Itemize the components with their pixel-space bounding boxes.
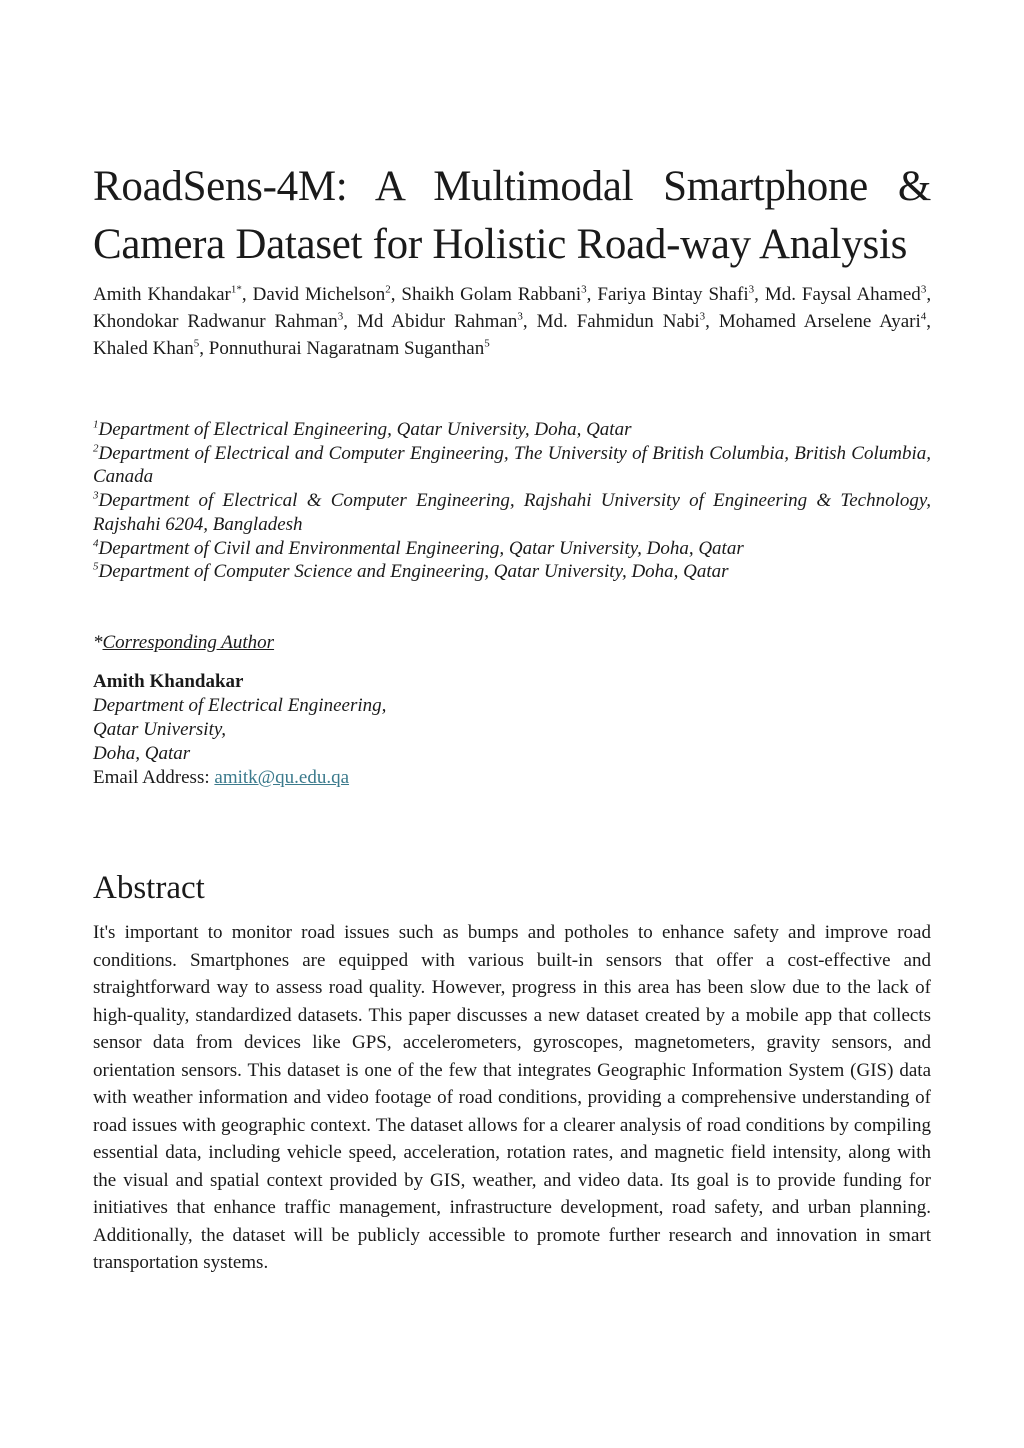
author-separator: , (926, 284, 932, 305)
affiliation-list (93, 418, 931, 584)
author-name: Md Abidur Rahman (357, 311, 518, 332)
affiliation-item (93, 418, 931, 442)
email-label: Email Address: (93, 767, 215, 788)
email-line (93, 766, 931, 790)
affiliation-item (93, 537, 931, 561)
affiliation-text: Department of Civil and Environmental Engineering, Qatar University, Doha, Qatar (98, 537, 744, 559)
author-separator: , (926, 311, 931, 332)
author-separator: , (754, 284, 765, 305)
title-line-2: Camera Dataset for Holistic Road-way Analysis (93, 221, 908, 268)
author-name: David Michelson (252, 284, 386, 305)
author-name: Khaled Khan (93, 338, 194, 359)
author-sup: 3 (337, 310, 344, 323)
email-link[interactable]: amitk@qu.edu.qa (214, 767, 350, 788)
author-name: Md. Faysal Ahamed (764, 284, 921, 305)
affiliation-text: Department of Electrical Engineering, Qatar University, Doha, Qatar (98, 419, 632, 440)
paper-title (93, 158, 931, 274)
author-sup: 3 (920, 283, 927, 296)
affiliation-text: Department of Computer Science and Engineering, Qatar University, Doha, Qatar (98, 561, 729, 583)
corresponding-label-text: Corresponding Author (102, 632, 275, 653)
author-name: Amith Khandakar (93, 284, 231, 305)
author-name: Md. Fahmidun Nabi (536, 311, 700, 332)
author-separator: , (522, 311, 537, 332)
author-name: Ponnuthurai Nagaratnam Suganthan (208, 338, 485, 359)
corresponding-city: Doha, Qatar (93, 743, 191, 764)
author-name: Khondokar Radwanur Rahman (93, 311, 338, 332)
affiliation-sup: 1 (93, 418, 99, 431)
author-name: Shaikh Golam Rabbani (401, 284, 582, 305)
affiliation-sup: 3 (93, 489, 99, 502)
author-sup: 2 (385, 283, 391, 296)
author-name: Mohamed Arselene Ayari (718, 311, 921, 332)
author-sup: 4 (920, 310, 927, 323)
corresponding-dept: Department of Electrical Engineering, (93, 695, 387, 716)
abstract-text: It's important to monitor road issues such as bumps and potholes to enhance safety and improve road conditions. Smartphones are equipped with various built-in sensors that offer a cost-effective and straightforward way to assess road quality. However, progress in this area has been slow due to the lack of high-quality, standardized datasets. This paper discusses a new dataset created by a mobile app that collects sensor data from devices like GPS, accelerometers, gyroscopes, magnetometers, gravity sensors, and orientation sensors. This dataset is one of the few that integrates Geographic Information System (GIS) data with weather information and video footage of road conditions, providing a comprehensive understanding of road issues with geographic context. The dataset allows for a clearer analysis of road conditions by compiling essential data, including vehicle speed, acceleration, rotation rates, and magnetic field intensity, along with the visual and spatial context provided by GIS, weather, and video data. Its goal is to provide funding for initiatives that enhance traffic management, infrastructure development, road safety, and urban planning. Additionally, the dataset will be publicly accessible to promote further research and innovation in smart transportation systems. (93, 922, 931, 1273)
affiliation-item (93, 489, 931, 536)
author-sup: 3 (699, 310, 706, 323)
author-sup: 3 (581, 283, 587, 296)
author-separator: , (241, 284, 253, 305)
corresponding-name: Amith Khandakar (93, 671, 244, 692)
affiliation-item (93, 560, 931, 584)
affiliation-sup: 4 (93, 537, 99, 550)
affiliation-sup: 5 (93, 560, 99, 573)
author-list (93, 281, 931, 362)
corresponding-univ: Qatar University, (93, 719, 226, 740)
affiliation-text: Department of Electrical and Computer Engineering, The University of British Columbia, British Columbia, Canada (93, 442, 931, 488)
title-line-1: RoadSens-4M: A Multimodal Smartphone & (93, 163, 931, 210)
author-separator: , (705, 311, 719, 332)
author-sup: 5 (484, 337, 490, 350)
author-separator: , (199, 338, 209, 359)
affiliation-item (93, 442, 931, 489)
author-sup: 5 (193, 337, 200, 350)
abstract-heading: Abstract (93, 870, 205, 906)
author-sup: 3 (517, 310, 523, 323)
author-separator: , (343, 311, 357, 332)
author-name: Fariya Bintay Shafi (597, 284, 749, 305)
author-separator: , (586, 284, 598, 305)
corresponding-marker: * (93, 632, 103, 653)
author-sup: 3 (748, 283, 755, 296)
affiliation-text: Department of Electrical & Computer Engineering, Rajshahi University of Engineering & Technology, Rajshahi 6204, Bangladesh (93, 490, 931, 535)
corresponding-author-block (93, 670, 931, 790)
author-separator: , (390, 284, 402, 305)
affiliation-sup: 2 (93, 442, 99, 455)
author-sup: 1* (230, 283, 242, 296)
corresponding-author-label (93, 632, 274, 654)
